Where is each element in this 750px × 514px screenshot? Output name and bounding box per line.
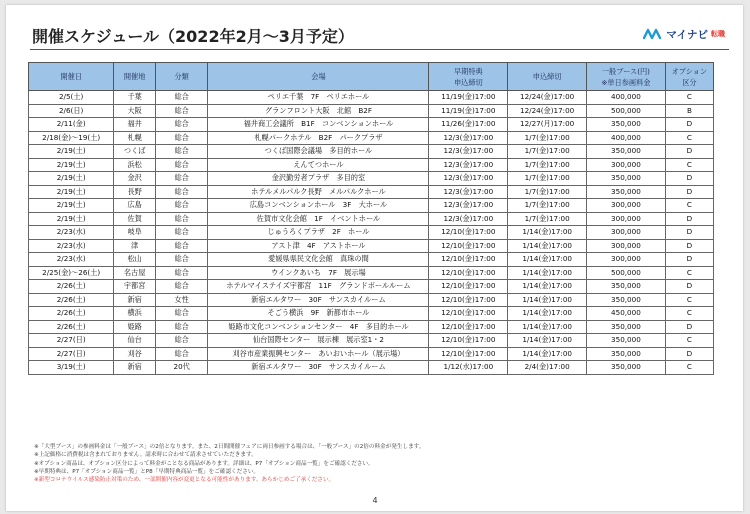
date-cell: 2/19(土) — [29, 145, 114, 159]
early-deadline-cell: 12/10(金)17:00 — [429, 280, 508, 294]
table-row — [29, 212, 714, 226]
date-cell: 2/25(金)～26(土) — [29, 266, 114, 280]
deadline-cell: 1/7(金)17:00 — [508, 145, 587, 159]
option-class-cell: D — [665, 239, 713, 253]
category-cell: 総合 — [155, 145, 208, 159]
table-row — [29, 320, 714, 334]
table-row — [29, 104, 714, 118]
notes — [34, 443, 424, 484]
category-cell: 総合 — [155, 334, 208, 348]
date-cell: 2/23(水) — [29, 226, 114, 240]
option-class-cell: D — [665, 212, 713, 226]
deadline-cell: 12/27(月)17:00 — [508, 118, 587, 132]
option-class-cell: C — [665, 131, 713, 145]
table-row — [29, 361, 714, 375]
column-header: 会場 — [208, 63, 429, 91]
location-cell: 姫路 — [114, 320, 156, 334]
early-deadline-cell: 12/3(金)17:00 — [429, 185, 508, 199]
location-cell: 大阪 — [114, 104, 156, 118]
column-header: 開催地 — [114, 63, 156, 91]
deadline-cell: 1/7(金)17:00 — [508, 131, 587, 145]
category-cell: 総合 — [155, 320, 208, 334]
venue-cell: グランフロント大阪 北館 B2F — [208, 104, 429, 118]
booth-price-cell: 500,000 — [587, 104, 666, 118]
booth-price-cell: 450,000 — [587, 307, 666, 321]
option-class-cell: D — [665, 320, 713, 334]
venue-cell: 刈谷市産業振興センター あいおいホール（展示場） — [208, 347, 429, 361]
date-cell: 2/18(金)～19(土) — [29, 131, 114, 145]
table-row — [29, 185, 714, 199]
option-class-cell: C — [665, 307, 713, 321]
table-row — [29, 347, 714, 361]
category-cell: 総合 — [155, 104, 208, 118]
column-header: 分類 — [155, 63, 208, 91]
option-class-cell: B — [665, 104, 713, 118]
booth-price-cell: 400,000 — [587, 91, 666, 105]
location-cell: 金沢 — [114, 172, 156, 186]
early-deadline-cell: 12/3(金)17:00 — [429, 158, 508, 172]
location-cell: 長野 — [114, 185, 156, 199]
early-deadline-cell: 12/10(金)17:00 — [429, 320, 508, 334]
logo-sub: 転職 — [711, 30, 725, 38]
venue-cell: 仙台国際センター 展示棟 展示室1・2 — [208, 334, 429, 348]
date-cell: 2/5(土) — [29, 91, 114, 105]
category-cell: 総合 — [155, 172, 208, 186]
option-class-cell: D — [665, 253, 713, 267]
option-class-cell: C — [665, 158, 713, 172]
location-cell: 福井 — [114, 118, 156, 132]
deadline-cell: 1/14(金)17:00 — [508, 334, 587, 348]
column-header: オプション 区分 — [665, 63, 713, 91]
venue-cell: 福井商工会議所 B1F コンベンションホール — [208, 118, 429, 132]
booth-price-cell: 300,000 — [587, 253, 666, 267]
location-cell: 岐阜 — [114, 226, 156, 240]
booth-price-cell: 350,000 — [587, 293, 666, 307]
option-class-cell: C — [665, 361, 713, 375]
booth-price-cell: 350,000 — [587, 145, 666, 159]
note-5-warning: ※新型コロナウイルス感染防止対策のため、一部開催内容が変更となる可能性があります。あらかじめご了承ください。 — [34, 477, 335, 484]
category-cell: 総合 — [155, 91, 208, 105]
venue-cell: 新宿エルタワー 30F サンスカイルーム — [208, 293, 429, 307]
venue-cell: 札幌パークホテル B2F パークプラザ — [208, 131, 429, 145]
mynavi-logo — [643, 24, 725, 44]
logo-text: マイナビ — [666, 28, 708, 41]
option-class-cell: C — [665, 266, 713, 280]
venue-cell: 広島コンベンションホール 3F 大ホール — [208, 199, 429, 213]
option-class-cell: D — [665, 280, 713, 294]
location-cell: 津 — [114, 239, 156, 253]
table-body — [29, 91, 714, 375]
venue-cell: つくば国際会議場 多目的ホール — [208, 145, 429, 159]
category-cell: 女性 — [155, 293, 208, 307]
venue-cell: そごう横浜 9F 新都市ホール — [208, 307, 429, 321]
location-cell: 佐賀 — [114, 212, 156, 226]
venue-cell: ウインクあいち 7F 展示場 — [208, 266, 429, 280]
booth-price-cell: 350,000 — [587, 361, 666, 375]
column-header: 一般ブース(円) ※単日参画料金 — [587, 63, 666, 91]
early-deadline-cell: 11/26(金)17:00 — [429, 118, 508, 132]
venue-cell: じゅうろくプラザ 2F ホール — [208, 226, 429, 240]
table-row — [29, 239, 714, 253]
date-cell: 2/23(水) — [29, 253, 114, 267]
location-cell: 松山 — [114, 253, 156, 267]
date-cell: 2/6(日) — [29, 104, 114, 118]
table-row — [29, 199, 714, 213]
location-cell: 新宿 — [114, 361, 156, 375]
deadline-cell: 1/14(金)17:00 — [508, 307, 587, 321]
option-class-cell: D — [665, 185, 713, 199]
deadline-cell: 1/14(金)17:00 — [508, 280, 587, 294]
early-deadline-cell: 12/3(金)17:00 — [429, 199, 508, 213]
deadline-cell: 1/14(金)17:00 — [508, 239, 587, 253]
booth-price-cell: 350,000 — [587, 334, 666, 348]
mynavi-logo-icon — [643, 28, 663, 40]
venue-cell: ホテルマイステイズ宇都宮 11F グランドボールルーム — [208, 280, 429, 294]
date-cell: 2/19(土) — [29, 212, 114, 226]
early-deadline-cell: 12/10(金)17:00 — [429, 334, 508, 348]
category-cell: 総合 — [155, 266, 208, 280]
page-title: 開催スケジュール（2022年2月～3月予定） — [32, 27, 354, 46]
table-row — [29, 253, 714, 267]
location-cell: 宇都宮 — [114, 280, 156, 294]
venue-cell: 新宿エルタワー 30F サンスカイルーム — [208, 361, 429, 375]
deadline-cell: 1/7(金)17:00 — [508, 158, 587, 172]
option-class-cell: C — [665, 334, 713, 348]
category-cell: 総合 — [155, 199, 208, 213]
category-cell: 20代 — [155, 361, 208, 375]
note-1: ※「大型ブース」の参画料金は「一般ブース」の2倍となります。また、2日間開催フェアに両日参画する場合は、「一般ブース」の2倍の料金が発生します。 — [34, 444, 425, 450]
option-class-cell: D — [665, 145, 713, 159]
category-cell: 総合 — [155, 185, 208, 199]
early-deadline-cell: 12/3(金)17:00 — [429, 172, 508, 186]
category-cell: 総合 — [155, 212, 208, 226]
table-row — [29, 334, 714, 348]
table-row — [29, 131, 714, 145]
table-row — [29, 91, 714, 105]
deadline-cell: 1/14(金)17:00 — [508, 347, 587, 361]
location-cell: 新宿 — [114, 293, 156, 307]
venue-cell: ホテルメルパルク長野 メルパルクホール — [208, 185, 429, 199]
category-cell: 総合 — [155, 347, 208, 361]
early-deadline-cell: 11/19(金)17:00 — [429, 91, 508, 105]
category-cell: 総合 — [155, 226, 208, 240]
date-cell: 2/19(土) — [29, 199, 114, 213]
category-cell: 総合 — [155, 118, 208, 132]
location-cell: 名古屋 — [114, 266, 156, 280]
table-row — [29, 293, 714, 307]
location-cell: 仙台 — [114, 334, 156, 348]
date-cell: 2/27(日) — [29, 347, 114, 361]
deadline-cell: 1/7(金)17:00 — [508, 212, 587, 226]
option-class-cell: D — [665, 118, 713, 132]
venue-cell: 愛媛県県民文化会館 真珠の間 — [208, 253, 429, 267]
booth-price-cell: 300,000 — [587, 199, 666, 213]
location-cell: 札幌 — [114, 131, 156, 145]
booth-price-cell: 350,000 — [587, 185, 666, 199]
table-row — [29, 172, 714, 186]
booth-price-cell: 350,000 — [587, 320, 666, 334]
booth-price-cell: 350,000 — [587, 172, 666, 186]
date-cell: 2/19(土) — [29, 185, 114, 199]
note-3: ※オプション商品は、オプション区分によって料金がことなる商品があります。詳細は、P7「オプション商品一覧」をご確認ください。 — [34, 460, 374, 467]
schedule-table — [28, 62, 714, 375]
table-row — [29, 266, 714, 280]
early-deadline-cell: 12/10(金)17:00 — [429, 239, 508, 253]
location-cell: つくば — [114, 145, 156, 159]
early-deadline-cell: 11/19(金)17:00 — [429, 104, 508, 118]
title-rule — [30, 49, 729, 50]
booth-price-cell: 350,000 — [587, 118, 666, 132]
early-deadline-cell: 12/10(金)17:00 — [429, 266, 508, 280]
option-class-cell: C — [665, 293, 713, 307]
column-header: 早期特典 申込締切 — [429, 63, 508, 91]
option-class-cell: D — [665, 172, 713, 186]
early-deadline-cell: 12/3(金)17:00 — [429, 145, 508, 159]
early-deadline-cell: 1/12(水)17:00 — [429, 361, 508, 375]
booth-price-cell: 350,000 — [587, 347, 666, 361]
booth-price-cell: 300,000 — [587, 239, 666, 253]
option-class-cell: C — [665, 199, 713, 213]
category-cell: 総合 — [155, 131, 208, 145]
booth-price-cell: 300,000 — [587, 226, 666, 240]
venue-cell: 姫路市文化コンベンションセンター 4F 多目的ホール — [208, 320, 429, 334]
date-cell: 2/26(土) — [29, 293, 114, 307]
date-cell: 3/19(土) — [29, 361, 114, 375]
deadline-cell: 1/14(金)17:00 — [508, 320, 587, 334]
category-cell: 総合 — [155, 158, 208, 172]
option-class-cell: C — [665, 91, 713, 105]
location-cell: 刈谷 — [114, 347, 156, 361]
date-cell: 2/27(日) — [29, 334, 114, 348]
table-row — [29, 226, 714, 240]
deadline-cell: 1/14(金)17:00 — [508, 293, 587, 307]
booth-price-cell: 500,000 — [587, 266, 666, 280]
venue-cell: ペリエ千葉 7F ペリエホール — [208, 91, 429, 105]
date-cell: 2/11(金) — [29, 118, 114, 132]
venue-cell: 金沢勤労者プラザ 多目的室 — [208, 172, 429, 186]
deadline-cell: 12/24(金)17:00 — [508, 104, 587, 118]
early-deadline-cell: 12/10(金)17:00 — [429, 293, 508, 307]
booth-price-cell: 400,000 — [587, 131, 666, 145]
early-deadline-cell: 12/10(金)17:00 — [429, 253, 508, 267]
table-header-row — [29, 63, 714, 91]
deadline-cell: 12/24(金)17:00 — [508, 91, 587, 105]
page-number: 4 — [372, 496, 378, 505]
table-row — [29, 145, 714, 159]
venue-cell: えんてつホール — [208, 158, 429, 172]
deadline-cell: 1/14(金)17:00 — [508, 253, 587, 267]
location-cell: 千葉 — [114, 91, 156, 105]
option-class-cell: D — [665, 226, 713, 240]
location-cell: 広島 — [114, 199, 156, 213]
location-cell: 浜松 — [114, 158, 156, 172]
venue-cell: 佐賀市文化会館 1F イベントホール — [208, 212, 429, 226]
booth-price-cell: 300,000 — [587, 212, 666, 226]
column-header: 申込締切 — [508, 63, 587, 91]
early-deadline-cell: 12/3(金)17:00 — [429, 131, 508, 145]
deadline-cell: 1/14(金)17:00 — [508, 226, 587, 240]
category-cell: 総合 — [155, 239, 208, 253]
date-cell: 2/23(水) — [29, 239, 114, 253]
table-row — [29, 280, 714, 294]
early-deadline-cell: 12/10(金)17:00 — [429, 226, 508, 240]
deadline-cell: 1/14(金)17:00 — [508, 266, 587, 280]
venue-cell: アスト津 4F アストホール — [208, 239, 429, 253]
early-deadline-cell: 12/3(金)17:00 — [429, 212, 508, 226]
date-cell: 2/26(土) — [29, 280, 114, 294]
date-cell: 2/26(土) — [29, 320, 114, 334]
early-deadline-cell: 12/10(金)17:00 — [429, 347, 508, 361]
date-cell: 2/26(土) — [29, 307, 114, 321]
option-class-cell: D — [665, 347, 713, 361]
deadline-cell: 1/7(金)17:00 — [508, 172, 587, 186]
early-deadline-cell: 12/10(金)17:00 — [429, 307, 508, 321]
date-cell: 2/19(土) — [29, 172, 114, 186]
category-cell: 総合 — [155, 307, 208, 321]
deadline-cell: 1/7(金)17:00 — [508, 199, 587, 213]
table-row — [29, 158, 714, 172]
category-cell: 総合 — [155, 280, 208, 294]
deadline-cell: 2/4(金)17:00 — [508, 361, 587, 375]
booth-price-cell: 300,000 — [587, 158, 666, 172]
date-cell: 2/19(土) — [29, 158, 114, 172]
deadline-cell: 1/7(金)17:00 — [508, 185, 587, 199]
location-cell: 横浜 — [114, 307, 156, 321]
table-row — [29, 118, 714, 132]
column-header: 開催日 — [29, 63, 114, 91]
note-2: ※上記価格に消費税は含まれておりません。請求時に合わせて請求させていただきます。 — [34, 452, 257, 459]
category-cell: 総合 — [155, 253, 208, 267]
note-4: ※早期特典は、P7「オプション商品一覧」とP8「早期特典商品一覧」をご確認ください。 — [34, 468, 260, 475]
table-row — [29, 307, 714, 321]
booth-price-cell: 350,000 — [587, 280, 666, 294]
